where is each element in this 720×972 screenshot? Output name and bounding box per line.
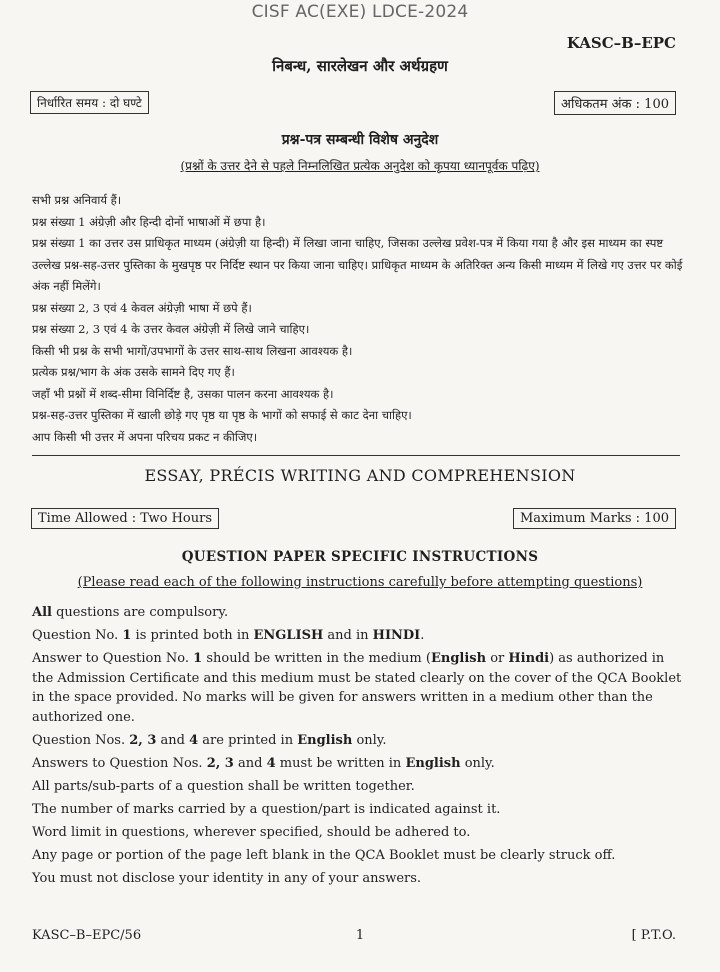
english-max-marks-box: Maximum Marks : 100 — [513, 508, 676, 529]
english-instruction: All parts/sub-parts of a question shall be written together. — [32, 778, 415, 794]
english-instructions-list — [32, 603, 682, 892]
hindi-max-marks-box: अधिकतम अंक : 100 — [554, 91, 676, 115]
english-instruction: Any page or portion of the page left blank in the QCA Booklet must be clearly struck off. — [32, 847, 616, 863]
hindi-instructions-list — [32, 190, 684, 448]
hindi-instruction: सभी प्रश्न अनिवार्य हैं। — [32, 193, 122, 207]
english-instruction: Word limit in questions, wherever specified, should be adhered to. — [32, 824, 471, 840]
hindi-instruction: प्रश्न संख्या 1 का उत्तर उस प्राधिकृत माध्यम (अंग्रेज़ी या हिन्दी) में लिखा जाना चाहिए, जिसका उल्लेख प्रवेश-पत्र में किया गया है और इस माध्यम का स्पष्ट उल्लेख प्रश्न-सह-उत्तर पुस्तिका के मुखपृष्ठ पर निर्दिष्ट स्थान पर किया जाना चाहिए। प्राधिकृत माध्यम के अतिरिक्त अन्य किसी माध्यम में लिखे गए उत्तर पर कोई अंक नहीं मिलेंगे। — [32, 236, 683, 293]
footer-pto: [ P.T.O. — [631, 928, 676, 943]
english-paper-title: ESSAY, PRÉCIS WRITING AND COMPREHENSION — [144, 466, 576, 485]
english-instruction: Question No. 1 is printed both in ENGLISH and in HINDI. — [32, 627, 425, 643]
hindi-instruction: प्रश्न संख्या 1 अंग्रेज़ी और हिन्दी दोनों भाषाओं में छपा है। — [32, 214, 266, 229]
hindi-instructions-note: (प्रश्नों के उत्तर देने से पहले निम्नलिखित प्रत्येक अनुदेश को कृपया ध्यानपूर्वक पढ़िए) — [180, 159, 540, 173]
english-instruction: You must not disclose your identity in any of your answers. — [32, 870, 422, 886]
english-time-allowed-box: Time Allowed : Two Hours — [31, 508, 219, 529]
english-instruction: Question Nos. 2, 3 and 4 are printed in English only. — [32, 732, 387, 748]
hindi-time-allowed-box: निर्धारित समय : दो घण्टे — [30, 91, 149, 114]
section-divider — [32, 455, 680, 456]
footer-page-number: 1 — [355, 928, 365, 943]
paper-code: KASC–B–EPC — [566, 34, 676, 52]
hindi-instruction: किसी भी प्रश्न के सभी भागों/उपभागों के उत्तर साथ-साथ लिखना आवश्यक है। — [32, 343, 353, 358]
footer-paper-code: KASC–B–EPC/56 — [32, 928, 142, 943]
hindi-instruction: प्रश्न-सह-उत्तर पुस्तिका में खाली छोड़े गए पृष्ठ या पृष्ठ के भागों को सफाई से काट देना चाहिए। — [32, 408, 412, 422]
hindi-paper-title: निबन्ध, सारलेखन और अर्थग्रहण — [272, 57, 448, 75]
english-instructions-heading: QUESTION PAPER SPECIFIC INSTRUCTIONS — [181, 549, 539, 565]
hindi-instructions-heading: प्रश्न-पत्र सम्बन्धी विशेष अनुदेश — [281, 132, 439, 148]
hindi-instruction: जहाँ भी प्रश्नों में शब्द-सीमा विनिर्दिष्ट है, उसका पालन करना आवश्यक है। — [32, 386, 334, 401]
english-instruction: Answers to Question Nos. 2, 3 and 4 must be written in English only. — [32, 755, 495, 771]
hindi-instruction: प्रश्न संख्या 2, 3 एवं 4 केवल अंग्रेज़ी भाषा में छपे हैं। — [32, 300, 252, 315]
english-instruction: Answer to Question No. 1 should be written in the medium (English or Hindi) as authorized in the Admission Certificate and this medium must be stated clearly on the cover of the QCA Booklet in the space provided. No marks will be given for answers written in a medium other than the authorized one. — [32, 650, 682, 725]
hindi-instruction: आप किसी भी उत्तर में अपना परिचय प्रकट न कीजिए। — [32, 429, 258, 444]
english-instruction: The number of marks carried by a question/part is indicated against it. — [32, 801, 501, 817]
english-instructions-note: (Please read each of the following instructions carefully before attempting questions) — [77, 575, 643, 590]
english-instruction: All questions are compulsory. — [32, 605, 229, 620]
hindi-instruction: प्रत्येक प्रश्न/भाग के अंक उसके सामने दिए गए हैं। — [32, 365, 235, 379]
watermark-exam-name: CISF AC(EXE) LDCE-2024 — [251, 2, 469, 22]
hindi-instruction: प्रश्न संख्या 2, 3 एवं 4 के उत्तर केवल अंग्रेज़ी में लिखे जाने चाहिए। — [32, 322, 310, 336]
